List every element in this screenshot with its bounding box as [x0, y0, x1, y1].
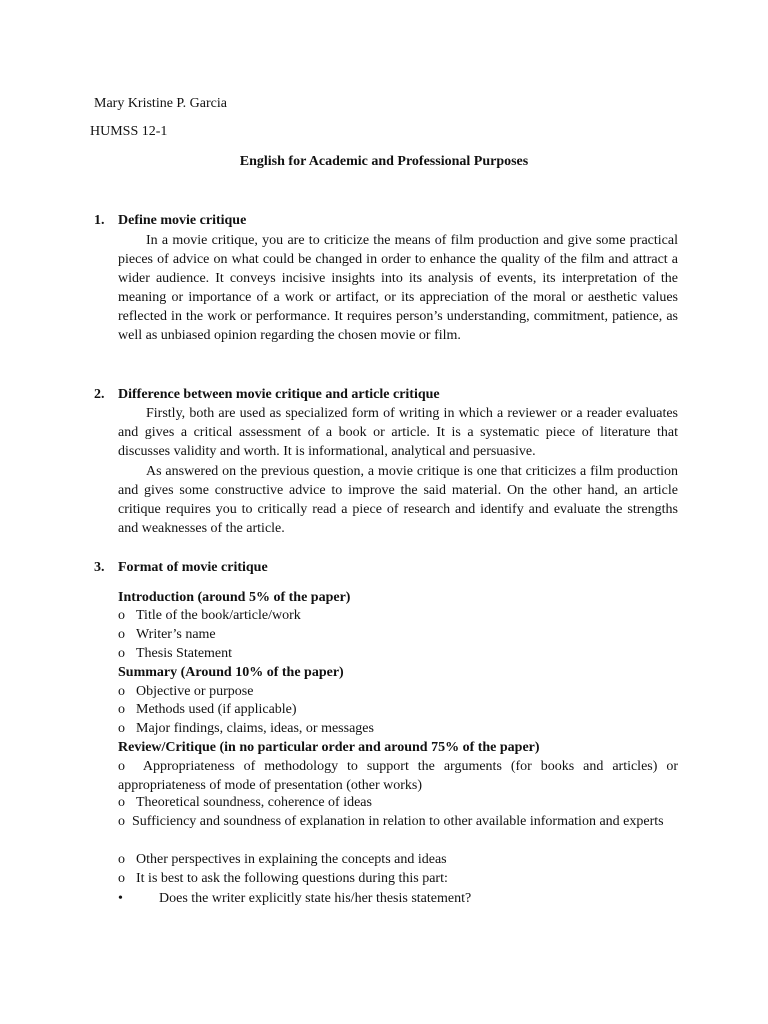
q2-heading: Difference between movie critique and article critique	[118, 387, 440, 402]
list-item: o Title of the book/article/work	[118, 608, 301, 623]
list-item: o Thesis Statement	[118, 646, 233, 661]
list-marker: o	[118, 871, 125, 886]
q1-number: 1.	[94, 213, 105, 228]
list-marker: o	[118, 814, 125, 829]
list-item: o Other perspectives in explaining the concepts and ideas	[118, 852, 447, 867]
intro-heading: Introduction (around 5% of the paper)	[118, 590, 351, 605]
list-marker: o	[118, 646, 125, 661]
review-heading: Review/Critique (in no particular order and around 75% of the paper)	[118, 740, 540, 755]
q2-paragraph-2: As answered on the previous question, a movie critique is one that criticizes a film production and gives some constructive advice to improve the said material. On the other hand, an article critique requires you to critically read a piece of research and identify and evaluate the strengths and weaknesses of the article.	[118, 464, 678, 537]
list-marker: o	[118, 684, 125, 699]
q1-heading: Define movie critique	[118, 213, 247, 228]
list-marker: o	[118, 608, 125, 623]
q3-number: 3.	[94, 560, 105, 575]
list-item: o Major findings, claims, ideas, or messages	[118, 721, 374, 736]
list-marker: o	[118, 702, 125, 717]
document-title: English for Academic and Professional Purposes	[239, 154, 529, 169]
summary-heading: Summary (Around 10% of the paper)	[118, 665, 344, 680]
list-marker: o	[118, 759, 125, 774]
list-item: o Methods used (if applicable)	[118, 702, 297, 717]
list-item: o Objective or purpose	[118, 684, 254, 699]
author-name: Mary Kristine P. Garcia	[94, 96, 227, 111]
list-marker: o	[118, 721, 125, 736]
q1-paragraph: In a movie critique, you are to criticize the means of film production and give some practical pieces of advice on what could be changed in order to enhance the quality of the film and attract a wider audience. It conveys incisive insights into its analysis of events, its interpretation of the meaning or importance of a work or artifact, or its appreciation of the moral or aesthetic values reflected in the work or performance. It requires person’s understanding, commitment, patience, as well as unbiased opinion regarding the chosen movie or film.	[118, 233, 678, 344]
list-item: o Writer’s name	[118, 627, 216, 642]
bullet-marker: •	[118, 891, 123, 906]
list-item: o Theoretical soundness, coherence of ideas	[118, 795, 372, 810]
list-item: o Sufficiency and soundness of explanation in relation to other available information and experts	[118, 814, 664, 829]
q2-number: 2.	[94, 387, 105, 402]
list-marker: o	[118, 852, 125, 867]
question-item: Does the writer explicitly state his/her thesis statement?	[159, 891, 472, 906]
list-item: o It is best to ask the following questions during this part:	[118, 871, 448, 886]
class-section: HUMSS 12-1	[90, 124, 168, 139]
list-marker: o	[118, 795, 125, 810]
list-marker: o	[118, 627, 125, 642]
q3-heading: Format of movie critique	[118, 560, 268, 575]
list-item: o Appropriateness of methodology to support the arguments (for books and articles) or appropriateness of mode of presentation (other works)	[118, 759, 679, 793]
q2-paragraph-1: Firstly, both are used as specialized form of writing in which a reviewer or a reader evaluates and gives a critical assessment of a book or article. It is a systematic piece of literature that discusses validity and worth. It is informational, analytical and persuasive.	[118, 406, 678, 460]
